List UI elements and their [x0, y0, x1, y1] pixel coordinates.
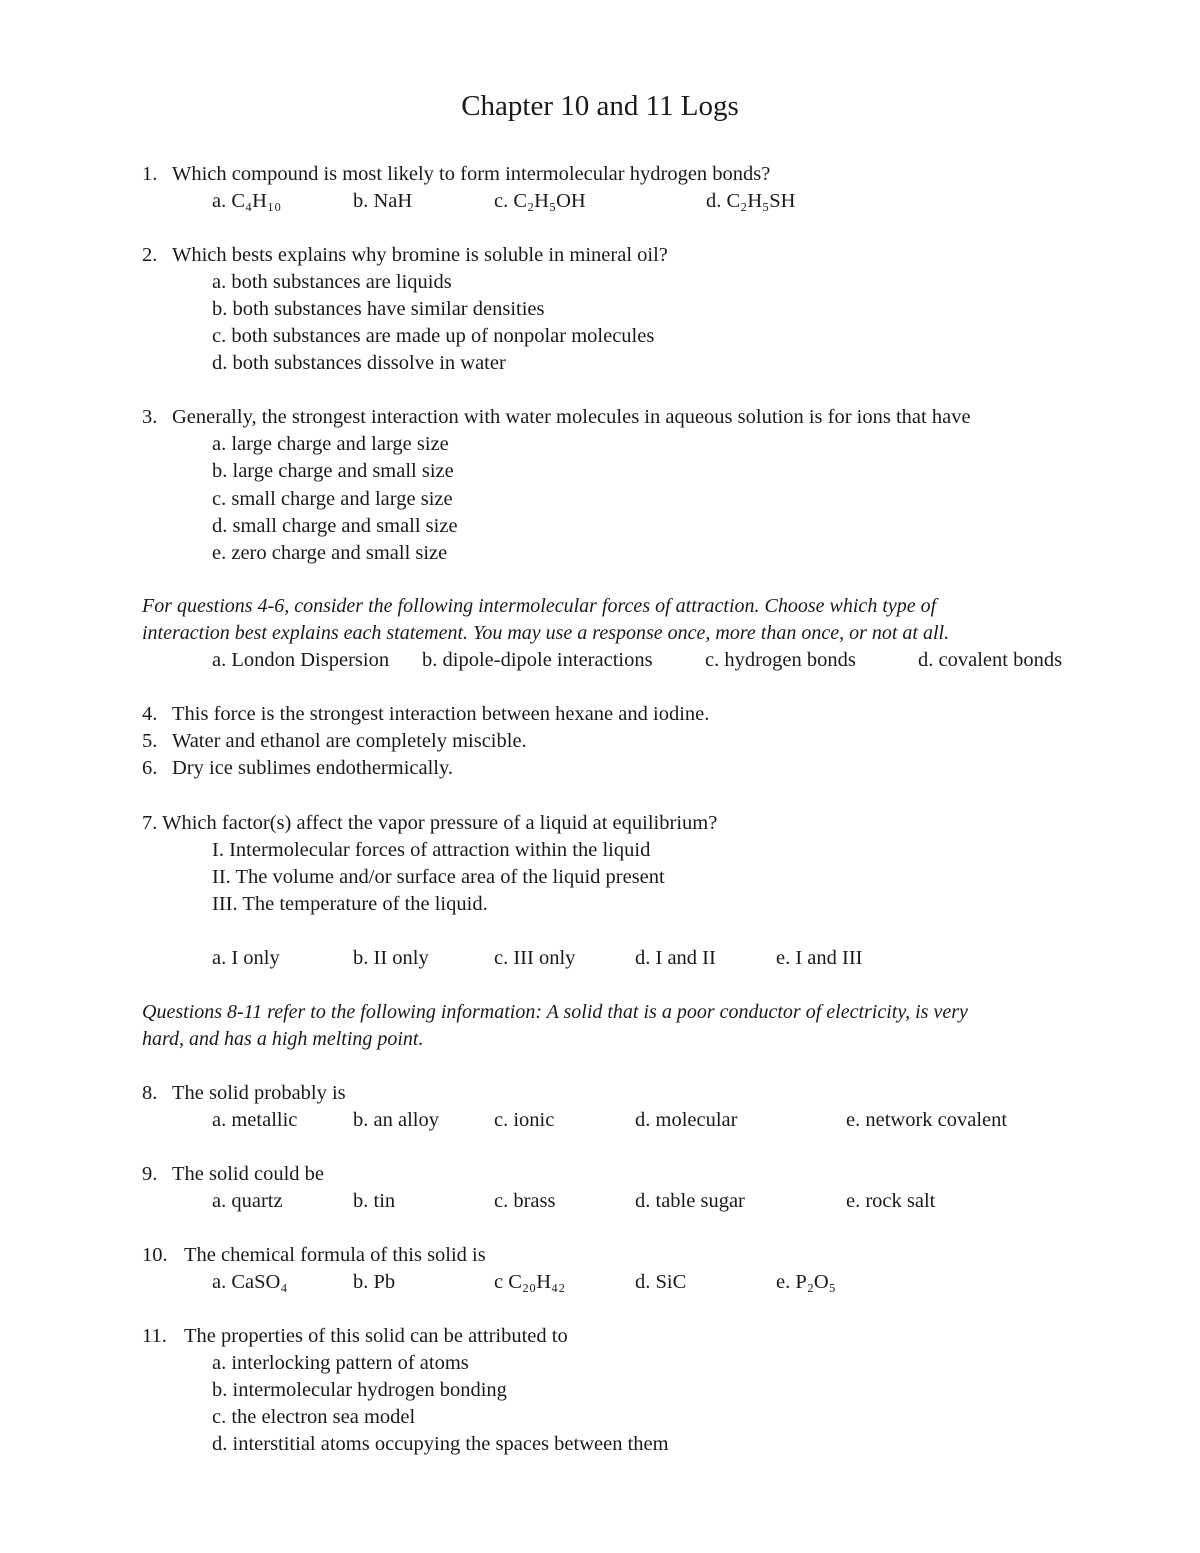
force-option-b: b. dipole-dipole interactions: [422, 649, 653, 671]
question-text: The solid could be: [172, 1163, 325, 1185]
q9-option-b: b. tin: [353, 1190, 396, 1212]
question-text: The properties of this solid can be attributed to: [184, 1325, 568, 1347]
question-number: 8.: [142, 1082, 158, 1104]
question-11: [142, 1323, 568, 1350]
instructions-4-6-line-2: interaction best explains each statement. You may use a response once, more than once, or not at all.: [142, 622, 950, 644]
q9-option-d: d. table sugar: [635, 1190, 745, 1212]
question-7: 7. Which factor(s) affect the vapor pressure of a liquid at equilibrium?: [142, 812, 718, 834]
force-option-d: d. covalent bonds: [918, 649, 1063, 671]
instructions-8-11-line-1: Questions 8-11 refer to the following information: A solid that is a poor conductor of electricity, is very: [142, 1001, 968, 1023]
q9-option-c: c. brass: [494, 1190, 556, 1212]
question-text: This force is the strongest interaction between hexane and iodine.: [172, 703, 710, 725]
question-number: 4.: [142, 703, 158, 725]
question-number: 11.: [142, 1325, 167, 1347]
q2-option-d: d. both substances dissolve in water: [212, 352, 506, 374]
force-option-c: c. hydrogen bonds: [705, 649, 856, 671]
q3-option-e: e. zero charge and small size: [212, 542, 448, 564]
q7-option-d: d. I and II: [635, 947, 716, 969]
question-number: 10.: [142, 1244, 168, 1266]
q1-option-a: a. C₄H₁₀: [212, 190, 282, 212]
question-number: 5.: [142, 730, 158, 752]
question-1: [142, 161, 770, 188]
page-title: Chapter 10 and 11 Logs: [461, 90, 739, 122]
q2-option-a: a. both substances are liquids: [212, 271, 452, 293]
q3-option-b: b. large charge and small size: [212, 460, 454, 482]
q8-option-e: e. network covalent: [846, 1109, 1008, 1131]
question-2: [142, 242, 668, 269]
instructions-4-6-line-1: For questions 4-6, consider the following intermolecular forces of attraction. Choose which type of: [142, 595, 937, 617]
q11-option-b: b. intermolecular hydrogen bonding: [212, 1379, 507, 1401]
q10-option-c: c C₂₀H₄₂: [494, 1271, 566, 1293]
question-text: Which compound is most likely to form intermolecular hydrogen bonds?: [172, 163, 771, 185]
q7-option-a: a. I only: [212, 947, 280, 969]
q10-option-d: d. SiC: [635, 1271, 687, 1293]
question-5: [142, 728, 527, 755]
question-text: Dry ice sublimes endothermically.: [172, 757, 454, 779]
q11-option-a: a. interlocking pattern of atoms: [212, 1352, 469, 1374]
question-number: 6.: [142, 757, 158, 779]
question-9: [142, 1161, 324, 1188]
q1-option-d: d. C₂H₅SH: [706, 190, 796, 212]
q1-option-c: c. C₂H₅OH: [494, 190, 586, 212]
q7-factor-iii: III. The temperature of the liquid.: [212, 893, 488, 915]
q2-option-c: c. both substances are made up of nonpolar molecules: [212, 325, 655, 347]
q10-option-b: b. Pb: [353, 1271, 396, 1293]
question-text: The chemical formula of this solid is: [184, 1244, 486, 1266]
q3-option-a: a. large charge and large size: [212, 433, 449, 455]
q3-option-c: c. small charge and large size: [212, 488, 453, 510]
q7-factor-i: I. Intermolecular forces of attraction within the liquid: [212, 839, 651, 861]
question-8: [142, 1080, 346, 1107]
q9-option-a: a. quartz: [212, 1190, 283, 1212]
q10-option-e: e. P₂O₅: [776, 1271, 836, 1293]
question-text: Which bests explains why bromine is soluble in mineral oil?: [172, 244, 668, 266]
question-4: [142, 701, 709, 728]
q11-option-c: c. the electron sea model: [212, 1406, 416, 1428]
question-6: [142, 755, 453, 782]
instructions-8-11-line-2: hard, and has a high melting point.: [142, 1028, 424, 1050]
q7-factor-ii: II. The volume and/or surface area of the liquid present: [212, 866, 665, 888]
q8-option-a: a. metallic: [212, 1109, 298, 1131]
question-text: The solid probably is: [172, 1082, 346, 1104]
force-option-a: a. London Dispersion: [212, 649, 390, 671]
q7-option-c: c. III only: [494, 947, 576, 969]
q10-option-a: a. CaSO₄: [212, 1271, 288, 1293]
question-text: Generally, the strongest interaction with water molecules in aqueous solution is for ions that have: [172, 406, 971, 428]
q9-option-e: e. rock salt: [846, 1190, 936, 1212]
q3-option-d: d. small charge and small size: [212, 515, 458, 537]
question-number: 3.: [142, 406, 158, 428]
q11-option-d: d. interstitial atoms occupying the spaces between them: [212, 1433, 669, 1455]
q8-option-c: c. ionic: [494, 1109, 555, 1131]
q8-option-d: d. molecular: [635, 1109, 738, 1131]
q2-option-b: b. both substances have similar densities: [212, 298, 545, 320]
question-10: [142, 1242, 486, 1269]
q8-option-b: b. an alloy: [353, 1109, 439, 1131]
question-number: 2.: [142, 244, 158, 266]
question-number: 9.: [142, 1163, 158, 1185]
q7-option-b: b. II only: [353, 947, 429, 969]
q7-option-e: e. I and III: [776, 947, 863, 969]
q1-option-b: b. NaH: [353, 190, 413, 212]
question-text: Water and ethanol are completely miscible.: [172, 730, 527, 752]
question-number: 1.: [142, 163, 158, 185]
question-3: [142, 404, 971, 431]
